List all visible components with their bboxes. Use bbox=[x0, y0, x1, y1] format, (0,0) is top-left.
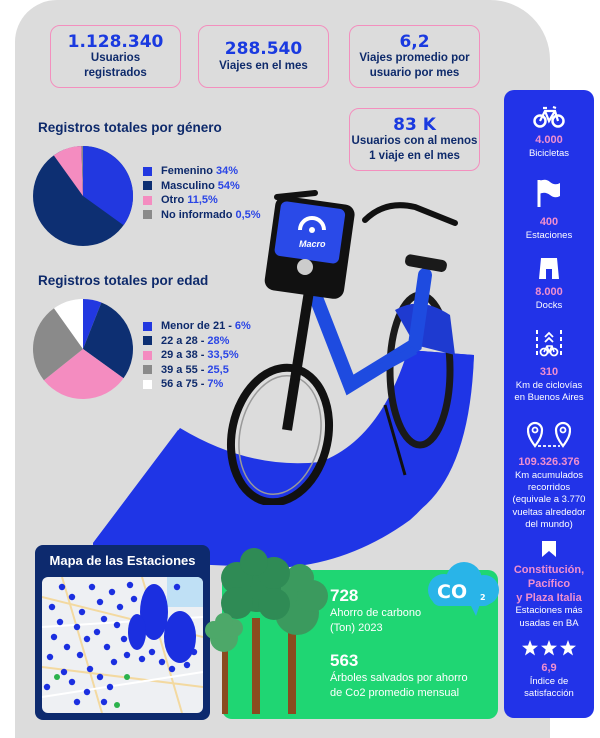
trees-label: de Co2 promedio mensual bbox=[330, 687, 460, 700]
stat-value: 6,2 bbox=[399, 31, 430, 52]
sidebar-label: Estaciones más bbox=[515, 605, 583, 617]
legend-swatch bbox=[143, 380, 152, 389]
sidebar-label: en Buenos Aires bbox=[514, 392, 584, 404]
carbon-label: (Ton) 2023 bbox=[330, 622, 383, 635]
legend-swatch bbox=[143, 365, 152, 374]
legend-swatch bbox=[143, 196, 152, 205]
stat-label: usuario por mes bbox=[369, 66, 460, 79]
gender-chart-title: Registros totales por género bbox=[38, 120, 222, 135]
legend-item bbox=[143, 164, 261, 179]
sidebar-label: usadas en BA bbox=[519, 617, 579, 629]
sidebar-label: vueltas alrededor bbox=[512, 506, 586, 518]
sidebar-label: Estaciones bbox=[525, 229, 573, 241]
co2-subscript: 2 bbox=[480, 593, 486, 602]
stat-registered-users bbox=[50, 25, 181, 88]
sidebar-label: Km de ciclovías bbox=[515, 379, 583, 391]
trees-value: 563 bbox=[330, 651, 359, 670]
stats-sidebar bbox=[504, 90, 594, 718]
legend-pct: 0,5% bbox=[235, 208, 261, 221]
sidebar-value: 4.000 bbox=[535, 134, 563, 146]
sidebar-item-top-stations bbox=[504, 540, 594, 630]
legend-pct: 7% bbox=[207, 378, 224, 391]
stars-icon bbox=[522, 640, 576, 656]
sidebar-item-bicycles bbox=[504, 106, 594, 160]
legend-pct: 11,5% bbox=[187, 194, 218, 207]
legend-pct: 6% bbox=[234, 320, 251, 333]
sidebar-item-distance bbox=[504, 420, 594, 531]
sidebar-value: 310 bbox=[539, 366, 559, 378]
age-chart-title: Registros totales por edad bbox=[38, 273, 209, 288]
map-pins-graphic bbox=[42, 577, 203, 713]
legend-swatch bbox=[143, 181, 152, 190]
co2-label: CO bbox=[437, 581, 468, 603]
legend-label: Otro bbox=[161, 194, 185, 207]
sidebar-label: del mundo) bbox=[525, 519, 573, 531]
stat-label: 1 viaje en el mes bbox=[369, 149, 460, 162]
legend-label: 29 a 38 - bbox=[161, 349, 205, 362]
bike-brand-logo: Macro bbox=[299, 239, 326, 249]
stat-value: 1.128.340 bbox=[67, 31, 164, 52]
sidebar-value: Pacífico bbox=[527, 577, 571, 590]
bicycle-illustration bbox=[215, 185, 475, 505]
stat-value: 288.540 bbox=[224, 38, 303, 59]
bike-lane-icon bbox=[533, 328, 565, 360]
carbon-savings bbox=[330, 586, 421, 636]
legend-swatch bbox=[143, 351, 152, 360]
legend-swatch bbox=[143, 336, 152, 345]
legend-swatch bbox=[143, 322, 152, 331]
stat-monthly-trips bbox=[198, 25, 329, 88]
bicycle-icon bbox=[533, 106, 565, 128]
stat-label: Usuarios con al menos bbox=[351, 135, 478, 148]
sidebar-item-docks bbox=[504, 256, 594, 312]
legend-pct: 25,5 bbox=[207, 363, 229, 376]
dock-icon bbox=[537, 256, 561, 280]
legend-pct: 28% bbox=[207, 334, 230, 347]
sidebar-label: Bicicletas bbox=[528, 147, 570, 159]
stat-label: Viajes en el mes bbox=[219, 59, 308, 72]
sidebar-label: Docks bbox=[535, 299, 563, 311]
age-pie-chart bbox=[32, 298, 134, 400]
co2-cloud-icon bbox=[422, 560, 502, 618]
route-pins-icon bbox=[527, 420, 571, 448]
sidebar-item-bike-lanes bbox=[504, 328, 594, 404]
stations-map-card[interactable] bbox=[35, 545, 210, 720]
carbon-label: Ahorro de carbono bbox=[330, 607, 422, 620]
stat-avg-trips bbox=[349, 25, 480, 88]
legend-label: 22 a 28 - bbox=[161, 334, 205, 347]
bookmark-icon bbox=[541, 540, 557, 558]
sidebar-item-stations bbox=[504, 178, 594, 242]
trees-label: Árboles salvados por ahorro bbox=[330, 672, 468, 685]
sidebar-value: 109.326.376 bbox=[518, 456, 580, 468]
trees-saved bbox=[330, 651, 468, 701]
carbon-value: 728 bbox=[330, 586, 359, 605]
stat-value: 83 K bbox=[393, 114, 436, 135]
legend-pct: 54% bbox=[217, 179, 240, 192]
gender-pie-chart bbox=[32, 145, 134, 247]
legend-label: Menor de 21 - bbox=[161, 320, 232, 333]
sidebar-value: y Plaza Italia bbox=[516, 591, 582, 604]
stat-label: Viajes promedio por bbox=[359, 52, 470, 65]
flag-icon bbox=[536, 178, 562, 208]
stations-map[interactable] bbox=[42, 577, 203, 713]
legend-label: Femenino bbox=[161, 165, 213, 178]
sidebar-label: (equivale a 3.770 bbox=[512, 494, 586, 506]
legend-pct: 34% bbox=[215, 165, 238, 178]
sidebar-label: Km acumulados bbox=[514, 469, 584, 481]
legend-label: 56 a 75 - bbox=[161, 378, 205, 391]
legend-swatch bbox=[143, 210, 152, 219]
legend-pct: 33,5% bbox=[207, 349, 239, 362]
map-title: Mapa de las Estaciones bbox=[49, 553, 196, 568]
sidebar-value: Constitución, bbox=[513, 564, 585, 576]
legend-label: 39 a 55 - bbox=[161, 363, 205, 376]
trees-illustration bbox=[202, 548, 332, 718]
sidebar-value: 8.000 bbox=[535, 286, 563, 298]
sidebar-label: recorridos bbox=[527, 482, 571, 494]
legend-swatch bbox=[143, 167, 152, 176]
stat-active-users bbox=[349, 108, 480, 171]
legend-label: No informado bbox=[161, 208, 233, 221]
sidebar-value: 400 bbox=[539, 216, 559, 228]
sidebar-label: Índice de bbox=[529, 675, 569, 687]
sidebar-item-satisfaction bbox=[504, 640, 594, 700]
sidebar-label: satisfacción bbox=[524, 688, 574, 700]
legend-label: Masculino bbox=[161, 179, 215, 192]
stat-label: registrados bbox=[84, 66, 147, 79]
stat-label: Usuarios bbox=[90, 52, 141, 65]
sidebar-value: 6,9 bbox=[541, 662, 557, 674]
